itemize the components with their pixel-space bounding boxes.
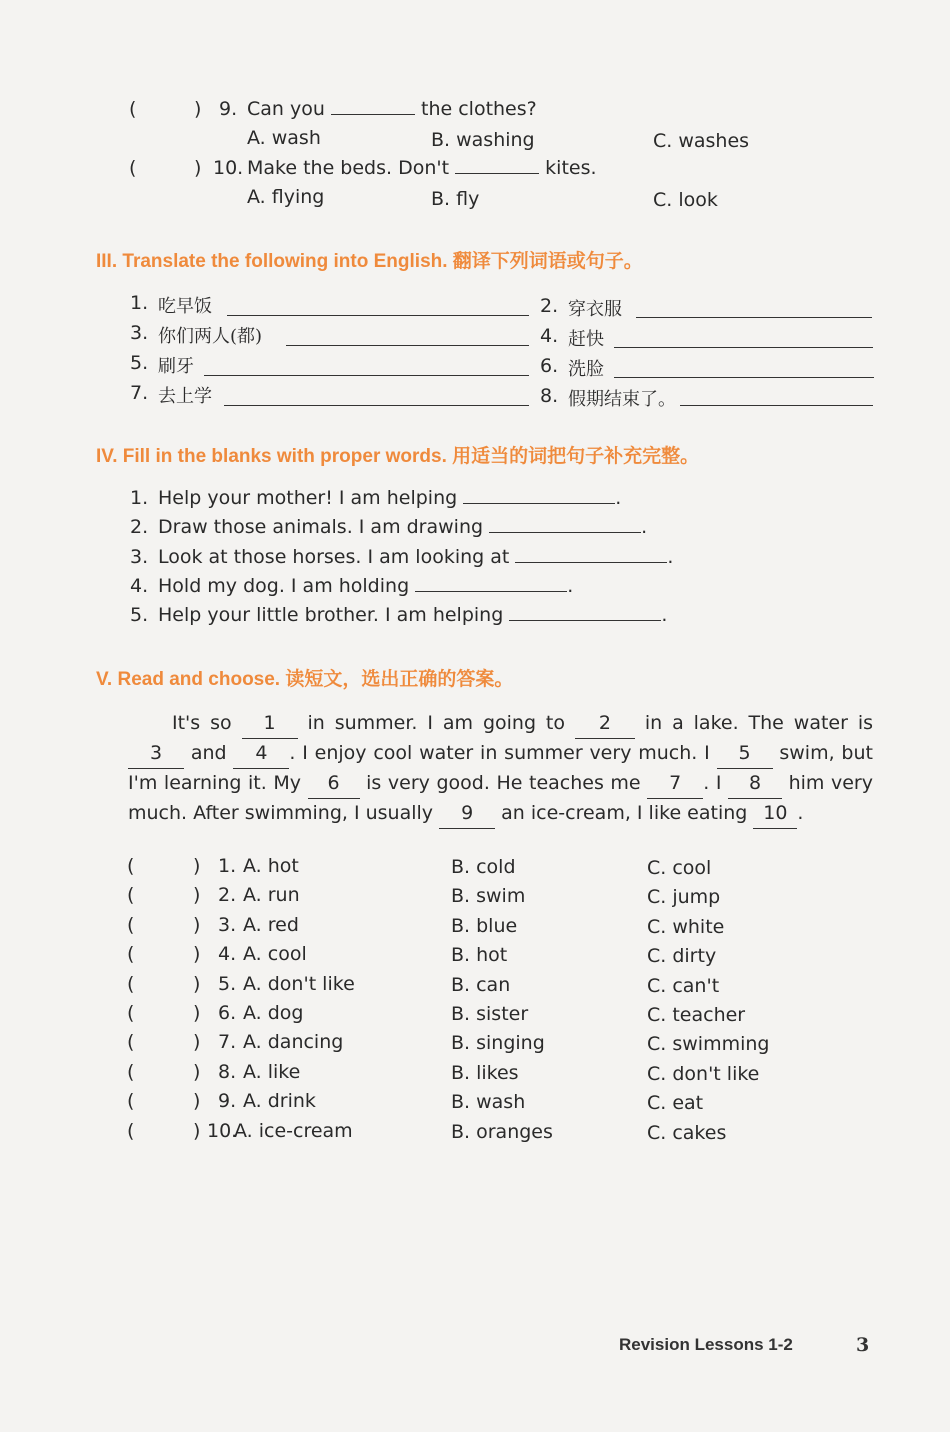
answer-paren-close: ) bbox=[193, 914, 201, 936]
passage-blank: 2 bbox=[575, 709, 635, 739]
answer-blank bbox=[489, 531, 641, 533]
choice-number: 7. bbox=[218, 1031, 237, 1053]
answer-paren-close: ) bbox=[193, 973, 201, 995]
answer-paren-close: ) bbox=[193, 1090, 201, 1112]
choice-number: 5. bbox=[218, 973, 237, 995]
passage-blank: 3 bbox=[128, 739, 184, 769]
answer-paren-close: ) bbox=[194, 157, 202, 179]
passage-blank: 5 bbox=[717, 739, 773, 769]
answer-blank bbox=[455, 172, 539, 174]
option-a: A. hot bbox=[243, 855, 299, 877]
option-c: C. swimming bbox=[647, 1033, 770, 1055]
option-a: A. like bbox=[243, 1061, 301, 1083]
answer-paren-open: ( bbox=[127, 1120, 135, 1142]
passage-blank: 7 bbox=[647, 769, 703, 799]
answer-paren-close: ) bbox=[193, 1120, 201, 1142]
item-number: 1. bbox=[130, 487, 149, 509]
item-number: 1. bbox=[130, 292, 149, 314]
choice-number: 1. bbox=[218, 855, 237, 877]
answer-blank bbox=[463, 502, 615, 504]
answer-line bbox=[286, 344, 529, 346]
question-text-before: Can you bbox=[247, 98, 325, 120]
option-a: A. wash bbox=[247, 127, 321, 149]
option-c: C. washes bbox=[653, 130, 750, 152]
passage-blank: 6 bbox=[308, 769, 360, 799]
option-c: C. dirty bbox=[647, 945, 717, 967]
answer-paren-close: ) bbox=[193, 1061, 201, 1083]
item-text: Help your mother! I am helping bbox=[158, 487, 458, 509]
page-number: 3 bbox=[856, 1334, 870, 1356]
answer-line bbox=[680, 404, 873, 406]
item-text: 刷牙 bbox=[158, 356, 194, 377]
option-b: B. oranges bbox=[451, 1121, 553, 1143]
item-number: 5. bbox=[130, 352, 149, 374]
option-a: A. drink bbox=[243, 1090, 316, 1112]
item-number: 7. bbox=[130, 382, 149, 404]
item-end: . bbox=[567, 575, 574, 597]
question-number: 9. bbox=[219, 98, 238, 120]
answer-paren-close: ) bbox=[194, 98, 202, 120]
option-b: B. singing bbox=[451, 1032, 545, 1054]
item-number: 8. bbox=[540, 385, 559, 407]
choice-number: 8. bbox=[218, 1061, 237, 1083]
item-text: Help your little brother. I am helping bbox=[158, 604, 504, 626]
option-b: B. washing bbox=[431, 129, 535, 151]
passage-text: It's so bbox=[172, 712, 232, 734]
item-number: 4. bbox=[540, 325, 559, 347]
passage-text: in a lake. The water is bbox=[644, 712, 874, 734]
answer-paren-close: ) bbox=[193, 943, 201, 965]
option-b: B. blue bbox=[451, 915, 518, 937]
answer-paren-open: ( bbox=[127, 884, 135, 906]
item-number: 4. bbox=[130, 575, 149, 597]
passage-text: swim, but I'm learning it. My bbox=[128, 742, 873, 794]
option-c: C. don't like bbox=[647, 1063, 760, 1085]
option-a: A. run bbox=[243, 884, 300, 906]
answer-line bbox=[614, 376, 874, 378]
option-b: B. wash bbox=[451, 1091, 526, 1113]
item-number: 3. bbox=[130, 546, 149, 568]
passage-text: . I enjoy cool water in summer very much. I bbox=[289, 742, 710, 764]
option-c: C. eat bbox=[647, 1092, 704, 1114]
passage-blank: 8 bbox=[728, 769, 782, 799]
choice-number: 9. bbox=[218, 1090, 237, 1112]
answer-paren-close: ) bbox=[193, 1002, 201, 1024]
passage-text: in summer. I am going to bbox=[307, 712, 566, 734]
item-number: 2. bbox=[540, 295, 559, 317]
option-a: A. red bbox=[243, 914, 299, 936]
question-text-after: kites. bbox=[545, 157, 597, 179]
item-text: 假期结束了。 bbox=[568, 389, 676, 410]
option-b: B. fly bbox=[431, 188, 480, 210]
choice-number: 10. bbox=[207, 1120, 238, 1142]
answer-blank bbox=[331, 113, 415, 115]
answer-paren-open: ( bbox=[127, 943, 135, 965]
item-number: 3. bbox=[130, 322, 149, 344]
item-text: 赶快 bbox=[568, 329, 604, 350]
item-number: 2. bbox=[130, 516, 149, 538]
answer-paren-open: ( bbox=[127, 1090, 135, 1112]
question-text-before: Make the beds. Don't bbox=[247, 157, 450, 179]
option-a: A. flying bbox=[247, 186, 325, 208]
option-a: A. cool bbox=[243, 943, 307, 965]
option-a: A. dog bbox=[243, 1002, 304, 1024]
option-b: B. can bbox=[451, 974, 511, 996]
choice-number: 4. bbox=[218, 943, 237, 965]
item-text: Draw those animals. I am drawing bbox=[158, 516, 484, 538]
item-text: 穿衣服 bbox=[568, 299, 622, 320]
answer-paren-open: ( bbox=[127, 973, 135, 995]
passage-blank: 4 bbox=[233, 739, 289, 769]
option-b: B. swim bbox=[451, 885, 526, 907]
answer-paren-open: ( bbox=[127, 1031, 135, 1053]
option-c: C. teacher bbox=[647, 1004, 746, 1026]
answer-blank bbox=[515, 561, 667, 563]
section-3-title: III. Translate the following into English. 翻译下列词语或句子。 bbox=[96, 251, 643, 272]
passage-text: and bbox=[190, 742, 227, 764]
item-end: . bbox=[661, 604, 668, 626]
answer-paren-open: ( bbox=[127, 1061, 135, 1083]
answer-blank bbox=[415, 590, 567, 592]
item-end: . bbox=[615, 487, 622, 509]
item-end: . bbox=[641, 516, 648, 538]
answer-paren-close: ) bbox=[193, 855, 201, 877]
option-a: A. dancing bbox=[243, 1031, 344, 1053]
passage-blank: 9 bbox=[439, 799, 495, 829]
option-c: C. can't bbox=[647, 975, 720, 997]
choice-number: 3. bbox=[218, 914, 237, 936]
section-4-title: IV. Fill in the blanks with proper words. 用适当的词把句子补充完整。 bbox=[96, 446, 700, 467]
section-5-title: V. Read and choose. 读短文，选出正确的答案。 bbox=[96, 669, 514, 690]
answer-paren-close: ) bbox=[193, 884, 201, 906]
passage-text: him very much. After swimming, I usually bbox=[128, 772, 873, 824]
option-b: B. hot bbox=[451, 944, 508, 966]
item-text: Look at those horses. I am looking at bbox=[158, 546, 510, 568]
answer-paren-close: ) bbox=[193, 1031, 201, 1053]
item-number: 5. bbox=[130, 604, 149, 626]
answer-line bbox=[204, 374, 529, 376]
option-b: B. sister bbox=[451, 1003, 529, 1025]
answer-line bbox=[636, 316, 872, 318]
passage-blank: 10 bbox=[753, 799, 797, 829]
answer-paren-open: ( bbox=[127, 855, 135, 877]
question-text-after: the clothes? bbox=[421, 98, 537, 120]
answer-paren-open: ( bbox=[127, 914, 135, 936]
option-c: C. white bbox=[647, 916, 725, 938]
item-text: 你们两人(都) bbox=[158, 326, 263, 347]
option-c: C. cakes bbox=[647, 1122, 727, 1144]
question-number: 10. bbox=[213, 157, 244, 179]
option-b: B. cold bbox=[451, 856, 516, 878]
option-c: C. jump bbox=[647, 886, 721, 908]
answer-line bbox=[614, 346, 873, 348]
option-a: A. don't like bbox=[243, 973, 355, 995]
answer-paren-open: ( bbox=[129, 98, 137, 120]
choice-number: 6. bbox=[218, 1002, 237, 1024]
item-text: Hold my dog. I am holding bbox=[158, 575, 410, 597]
option-c: C. cool bbox=[647, 857, 712, 879]
passage-text: . bbox=[797, 802, 804, 824]
passage-blank: 1 bbox=[242, 709, 298, 739]
option-c: C. look bbox=[653, 189, 718, 211]
passage-text: . I bbox=[703, 772, 722, 794]
option-a: A. ice-cream bbox=[234, 1120, 353, 1142]
footer-lesson-title: Revision Lessons 1-2 bbox=[619, 1335, 793, 1354]
answer-line bbox=[224, 404, 529, 406]
answer-paren-open: ( bbox=[129, 157, 137, 179]
item-text: 吃早饭 bbox=[158, 296, 212, 317]
passage-text: an ice-cream, I like eating bbox=[501, 802, 748, 824]
answer-line bbox=[227, 314, 529, 316]
answer-blank bbox=[509, 619, 661, 621]
answer-paren-open: ( bbox=[127, 1002, 135, 1024]
item-end: . bbox=[667, 546, 674, 568]
option-b: B. likes bbox=[451, 1062, 519, 1084]
item-text: 去上学 bbox=[158, 386, 212, 407]
choice-number: 2. bbox=[218, 884, 237, 906]
item-text: 洗脸 bbox=[568, 359, 604, 380]
item-number: 6. bbox=[540, 355, 559, 377]
reading-passage bbox=[128, 709, 873, 829]
passage-text: is very good. He teaches me bbox=[366, 772, 641, 794]
